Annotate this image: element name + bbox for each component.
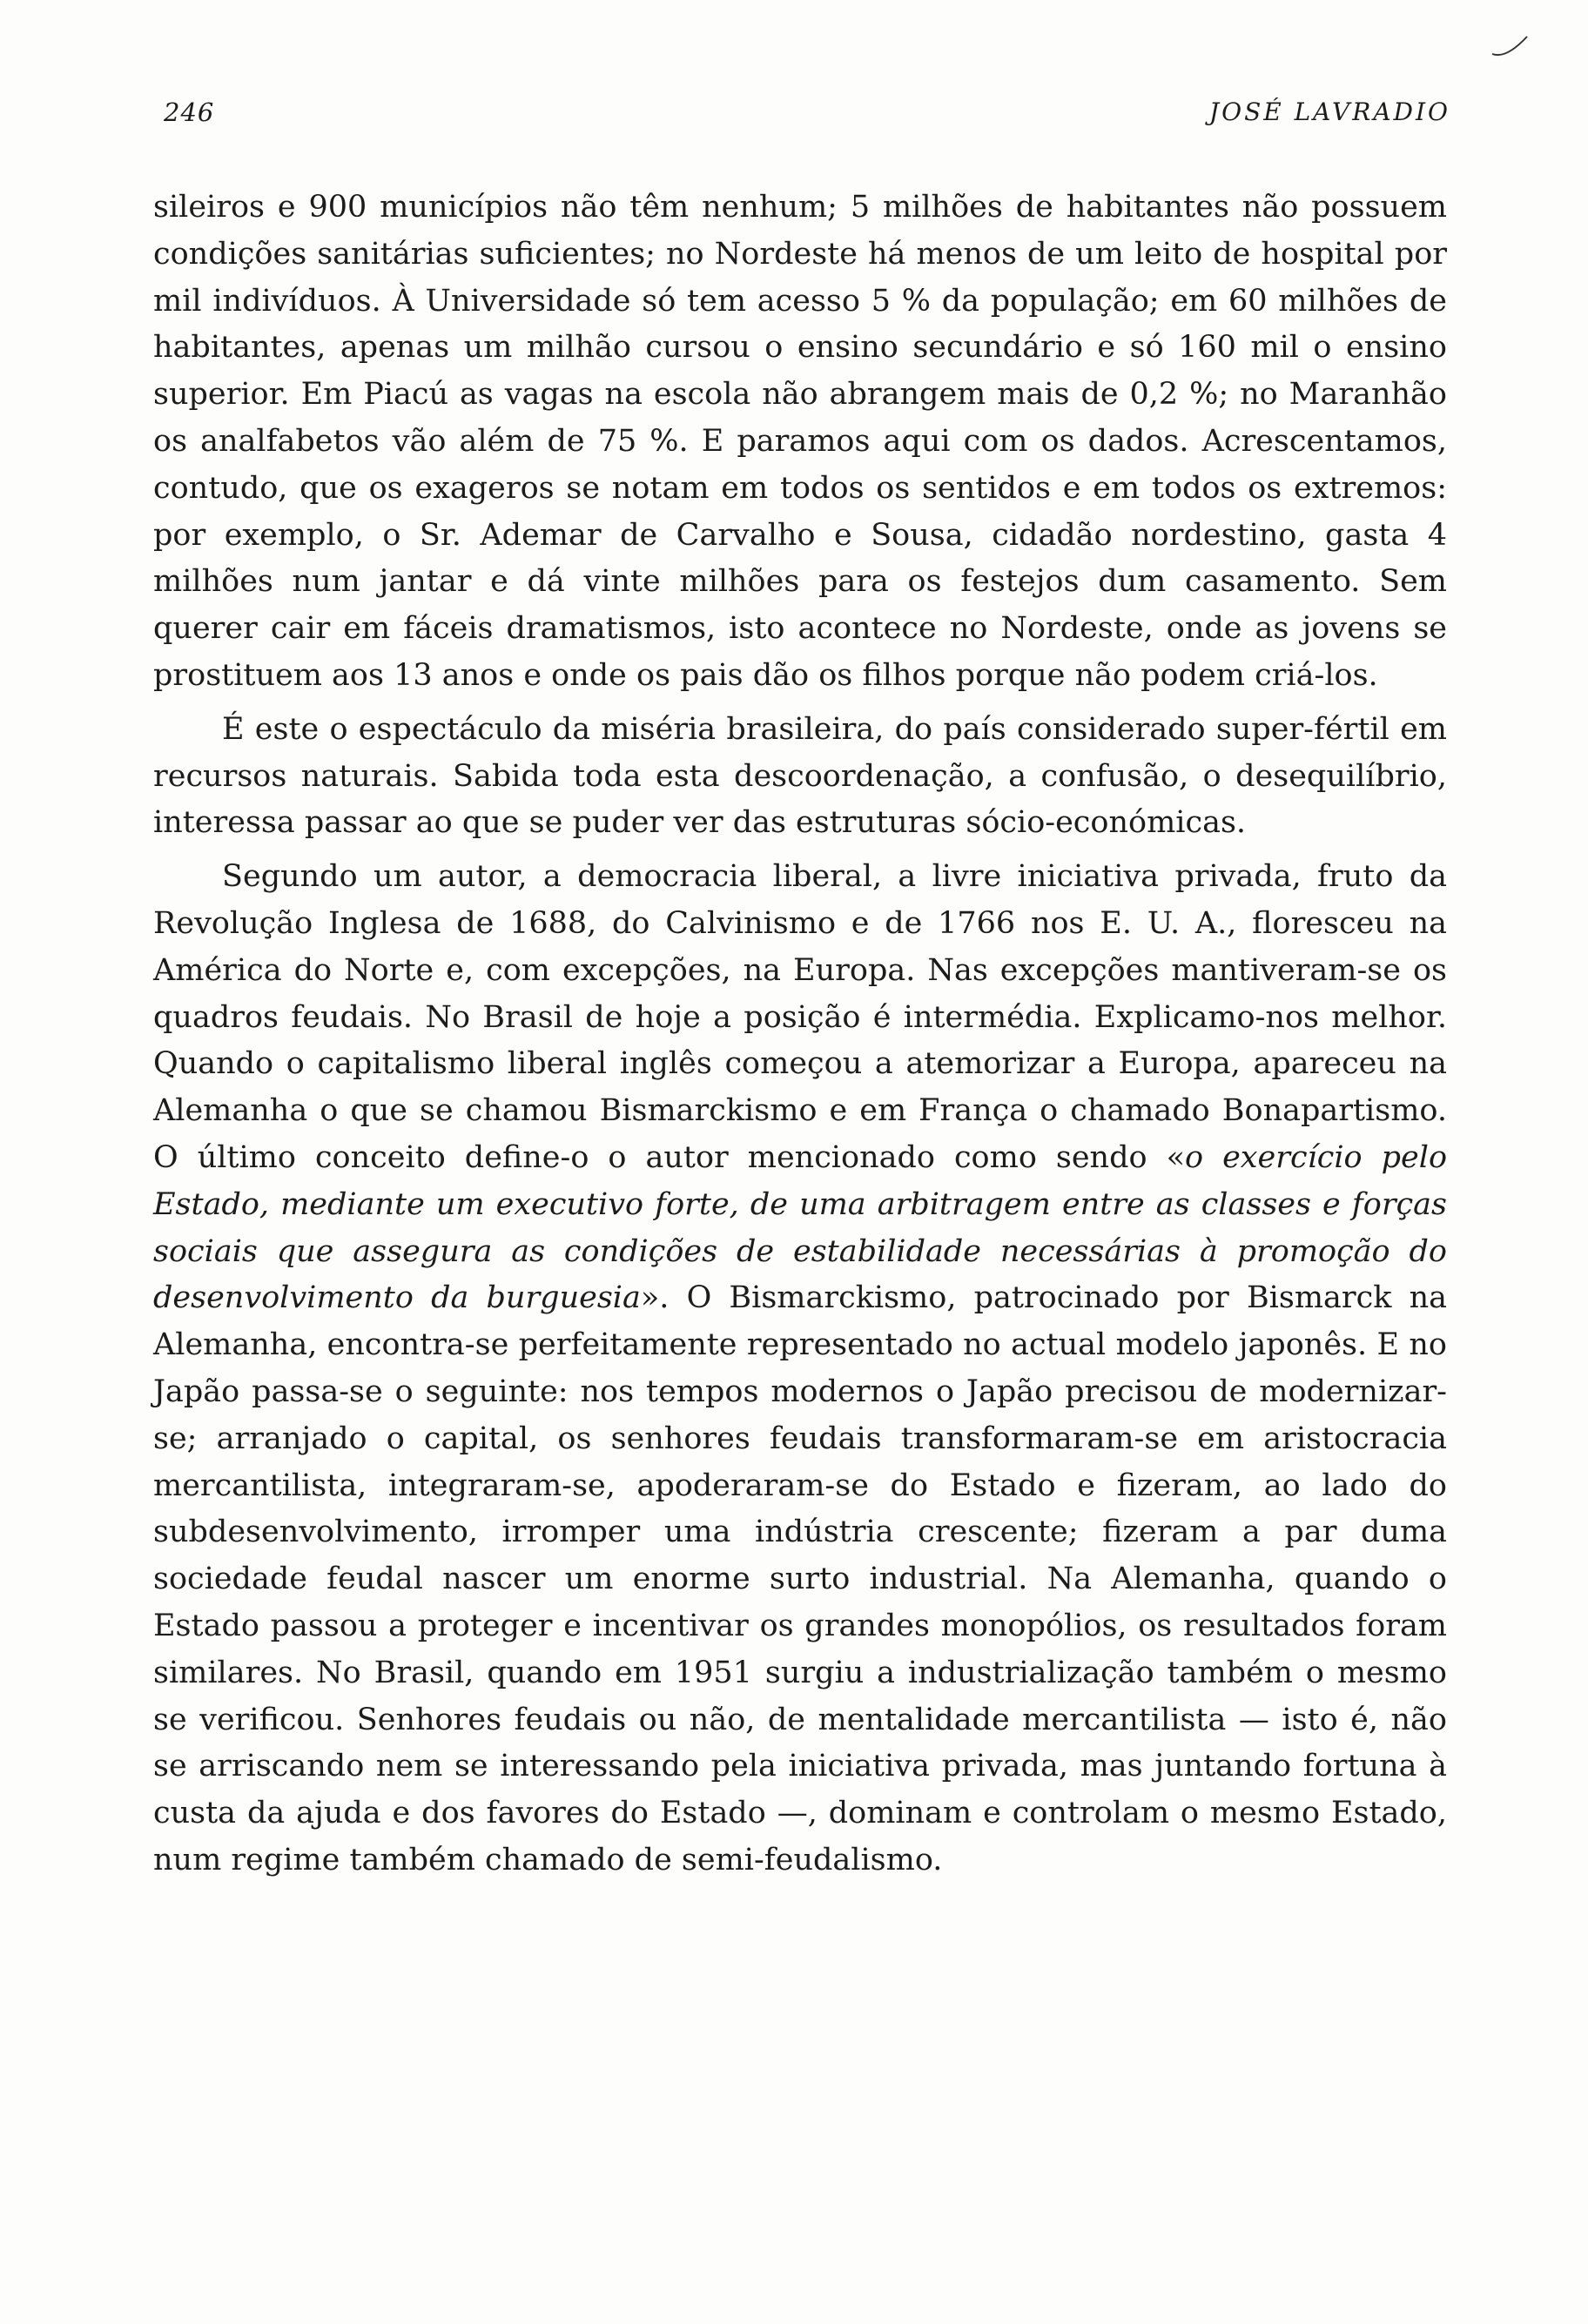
body-text (153, 185, 1447, 1884)
running-header (164, 97, 1450, 141)
italic-quotation: o exercício pelo Estado, mediante um executivo forte, de uma arbitragem entre as classes e forças sociais que assegura as condições de estabilidade necessárias à promoção do desenvolvimento da burguesia (153, 1139, 1448, 1316)
paragraph-continuation: sileiros e 900 municípios não têm nenhum; 5 milhões de habitantes não possuem condições sanitárias suficientes; no Nordeste há menos de um leito de hospital por mil indivíduos. À Universidade só tem acesso 5 % da população; em 60 milhões de habitantes, apenas um milhão cursou o ensino secundário e só 160 mil o ensino superior. Em Piacú as vagas na escola não abrangem mais de 0,2 %; no Maranhão os analfabetos vão além de 75 %. E paramos aqui com os dados. Acrescentamos, contudo, que os exageros se notam em todos os sentidos e em todos os extremos: por exemplo, o Sr. Ademar de Carvalho e Sousa, cidadão nordestino, gasta 4 milhões num jantar e dá vinte milhões para os festejos dum casamento. Sem querer cair em fáceis dramatismos, isto acontece no Nordeste, onde as jovens se prostituem aos 13 anos e onde os pais dão os filhos porque não podem criá-los. (153, 190, 1447, 693)
running-title: JOSÉ LAVRADIO (1208, 97, 1450, 126)
paragraph-text-before-quote: Segundo um autor, a democracia liberal, a livre iniciativa privada, fruto da Revolução Inglesa de 1688, do Calvinismo e de 1766 nos E. U. A., floresceu na América do Norte e, com excepções, na Europa. Nas excepções mantiveram-se os quadros feudais. No Brasil de hoje a posição é intermédia. Explicamo-nos melhor. Quando o capitalismo liberal inglês começou a atemorizar a Europa, apareceu na Alemanha o que se chamou Bismarckismo e em França o chamado Bonapartismo. O último conceito define-o o autor mencionado como sendo « (153, 859, 1447, 1175)
pencil-tick-mark (1489, 33, 1531, 59)
paragraph-misery-spectacle: É este o espectáculo da miséria brasileira, do país considerado super-fértil em recursos naturais. Sabida toda esta descoordenação, a confusão, o desequilíbrio, interessa passar ao que se puder ver das estruturas sócio-económicas. (153, 711, 1447, 841)
paragraph-liberal-democracy (153, 854, 1447, 1884)
page-number: 246 (164, 97, 215, 127)
paragraph-text-after-quote: ». O Bismarckismo, patrocinado por Bismarck na Alemanha, encontra-se perfeitamente representado no actual modelo japonês. E no Japão passa-se o seguinte: nos tempos modernos o Japão precisou de modernizar-se; arranjado o capital, os senhores feudais transformaram-se em aristocracia mercantilista, integraram-se, apoderaram-se do Estado e fizeram, ao lado do subdesenvolvimento, irromper uma indústria crescente; fizeram a par duma sociedade feudal nascer um enorme surto industrial. Na Alemanha, quando o Estado passou a proteger e incentivar os grandes monopólios, os resultados foram similares. No Brasil, quando em 1951 surgiu a industrialização também o mesmo se verificou. Senhores feudais ou não, de mentalidade mercantilista — isto é, não se arriscando nem se interessando pela iniciativa privada, mas juntando fortuna à custa da ajuda e dos favores do Estado —, dominam e controlam o mesmo Estado, num regime também chamado de semi-feudalismo. (153, 1280, 1447, 1877)
